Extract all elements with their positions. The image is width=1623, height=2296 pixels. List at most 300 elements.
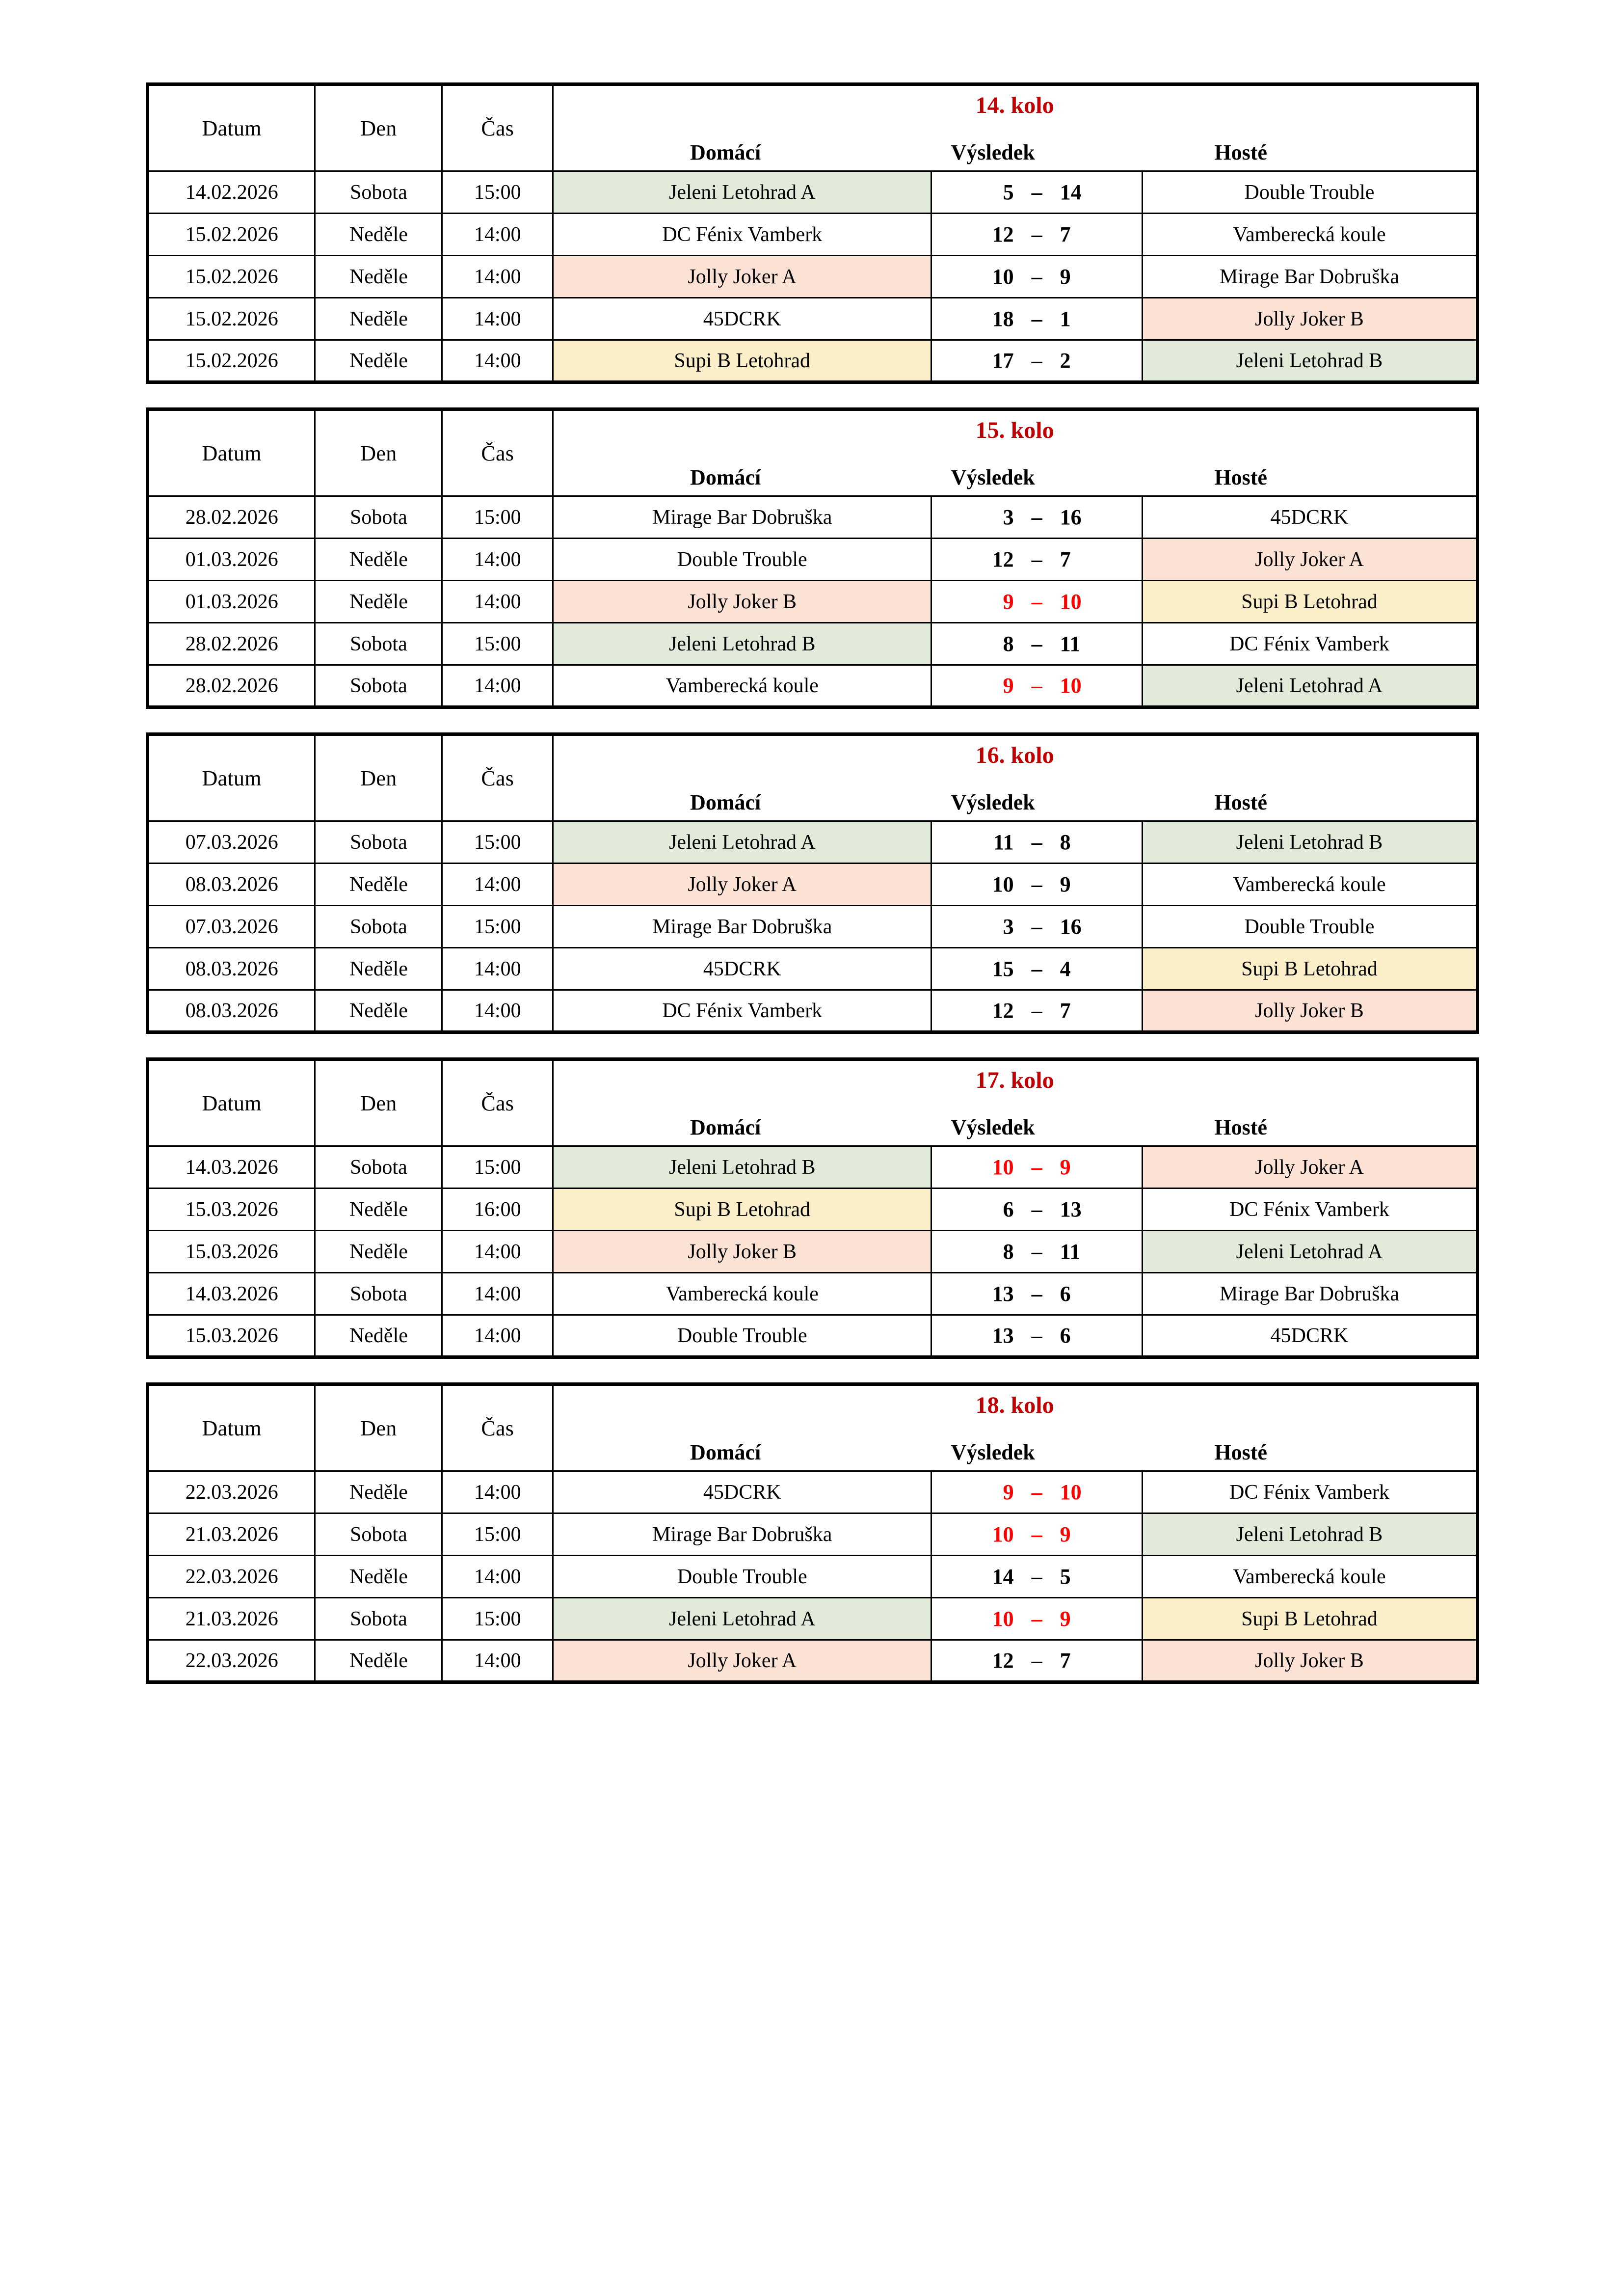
table-row <box>148 1513 1478 1556</box>
column-header-day: Den <box>315 1384 442 1471</box>
score-away: 6 <box>1060 1323 1071 1348</box>
match-time: 15:00 <box>442 171 553 214</box>
match-date: 22.03.2026 <box>148 1556 315 1598</box>
away-team: Jolly Joker A <box>1142 539 1477 581</box>
match-date: 07.03.2026 <box>148 821 315 864</box>
column-header-day: Den <box>315 734 442 821</box>
table-header-row <box>148 1059 1478 1146</box>
match-day: Neděle <box>315 581 442 623</box>
score-home: 10 <box>992 264 1014 289</box>
away-team: Jolly Joker B <box>1142 298 1477 340</box>
match-day: Sobota <box>315 1598 442 1640</box>
match-score <box>931 340 1143 382</box>
round-header-block <box>553 1384 1478 1471</box>
score-separator: – <box>1031 1648 1042 1673</box>
match-date: 21.03.2026 <box>148 1598 315 1640</box>
match-score <box>931 171 1143 214</box>
home-team: Vamberecká koule <box>553 665 931 707</box>
score-home: 13 <box>992 1323 1014 1348</box>
match-score <box>931 990 1143 1032</box>
table-header-row <box>148 84 1478 171</box>
match-day: Neděle <box>315 298 442 340</box>
away-team: Mirage Bar Dobruška <box>1142 256 1477 298</box>
match-time: 14:00 <box>442 581 553 623</box>
match-day: Neděle <box>315 1189 442 1231</box>
match-date: 28.02.2026 <box>148 665 315 707</box>
home-team: Jeleni Letohrad B <box>553 623 931 665</box>
away-team: Jolly Joker B <box>1142 1640 1477 1682</box>
away-team: Jeleni Letohrad B <box>1142 340 1477 382</box>
round-table <box>146 1057 1479 1359</box>
round-table <box>146 82 1479 384</box>
away-team: Supi B Letohrad <box>1142 1598 1477 1640</box>
score-separator: – <box>1031 998 1042 1023</box>
home-team: Vamberecká koule <box>553 1273 931 1315</box>
home-team: Mirage Bar Dobruška <box>553 496 931 539</box>
score-away: 11 <box>1060 1239 1081 1264</box>
score-home: 6 <box>1003 1197 1014 1221</box>
table-row <box>148 256 1478 298</box>
match-score <box>931 821 1143 864</box>
match-score <box>931 1471 1143 1513</box>
match-score <box>931 1640 1143 1682</box>
away-team: Double Trouble <box>1142 171 1477 214</box>
match-score <box>931 906 1143 948</box>
table-row <box>148 990 1478 1032</box>
home-team: Double Trouble <box>553 539 931 581</box>
score-away: 4 <box>1060 956 1071 981</box>
table-row <box>148 496 1478 539</box>
match-time: 14:00 <box>442 340 553 382</box>
table-row <box>148 1471 1478 1513</box>
home-team: DC Fénix Vamberk <box>553 214 931 256</box>
match-day: Neděle <box>315 1231 442 1273</box>
round-header-block <box>553 409 1478 496</box>
match-date: 15.03.2026 <box>148 1315 315 1357</box>
home-team: DC Fénix Vamberk <box>553 990 931 1032</box>
match-score <box>931 256 1143 298</box>
away-team: Vamberecká koule <box>1142 1556 1477 1598</box>
score-away: 9 <box>1060 872 1071 896</box>
match-score <box>931 1315 1143 1357</box>
match-date: 08.03.2026 <box>148 864 315 906</box>
score-away: 16 <box>1060 914 1082 939</box>
match-time: 14:00 <box>442 864 553 906</box>
score-away: 11 <box>1060 631 1081 656</box>
away-team: Mirage Bar Dobruška <box>1142 1273 1477 1315</box>
table-row <box>148 948 1478 990</box>
match-day: Sobota <box>315 1146 442 1189</box>
home-team: Jeleni Letohrad B <box>553 1146 931 1189</box>
score-separator: – <box>1031 306 1042 331</box>
score-home: 8 <box>1003 1239 1014 1264</box>
score-away: 13 <box>1060 1197 1082 1221</box>
away-team: 45DCRK <box>1142 1315 1477 1357</box>
home-team: Mirage Bar Dobruška <box>553 1513 931 1556</box>
match-time: 14:00 <box>442 256 553 298</box>
score-home: 9 <box>1003 673 1014 698</box>
score-away: 8 <box>1060 830 1071 854</box>
match-day: Neděle <box>315 864 442 906</box>
match-time: 14:00 <box>442 298 553 340</box>
match-time: 14:00 <box>442 948 553 990</box>
rounds-container <box>146 82 1479 1684</box>
match-score <box>931 864 1143 906</box>
match-time: 14:00 <box>442 1231 553 1273</box>
table-row <box>148 1598 1478 1640</box>
away-team: DC Fénix Vamberk <box>1142 1471 1477 1513</box>
match-date: 14.03.2026 <box>148 1146 315 1189</box>
column-header-home: Domácí <box>690 790 761 814</box>
match-date: 01.03.2026 <box>148 581 315 623</box>
table-row <box>148 1231 1478 1273</box>
round-table <box>146 407 1479 709</box>
match-time: 15:00 <box>442 906 553 948</box>
table-header-row <box>148 1384 1478 1471</box>
match-day: Neděle <box>315 539 442 581</box>
home-team: Jolly Joker A <box>553 864 931 906</box>
column-header-day: Den <box>315 409 442 496</box>
score-away: 6 <box>1060 1281 1071 1306</box>
table-row <box>148 1189 1478 1231</box>
score-away: 14 <box>1060 180 1082 204</box>
column-header-date: Datum <box>148 1384 315 1471</box>
score-separator: – <box>1031 914 1042 939</box>
match-date: 28.02.2026 <box>148 623 315 665</box>
column-header-date: Datum <box>148 409 315 496</box>
score-away: 10 <box>1060 1480 1082 1504</box>
match-time: 15:00 <box>442 623 553 665</box>
table-row <box>148 623 1478 665</box>
match-time: 14:00 <box>442 1640 553 1682</box>
score-away: 7 <box>1060 1648 1071 1673</box>
home-team: Supi B Letohrad <box>553 340 931 382</box>
home-team: Double Trouble <box>553 1315 931 1357</box>
column-header-score: Výsledek <box>951 1115 1035 1139</box>
away-team: Double Trouble <box>1142 906 1477 948</box>
column-header-date: Datum <box>148 84 315 171</box>
match-date: 15.02.2026 <box>148 256 315 298</box>
score-away: 9 <box>1060 1522 1071 1546</box>
table-row <box>148 581 1478 623</box>
match-date: 22.03.2026 <box>148 1471 315 1513</box>
score-home: 18 <box>992 306 1014 331</box>
match-time: 15:00 <box>442 1598 553 1640</box>
table-header-row <box>148 734 1478 821</box>
match-score <box>931 1189 1143 1231</box>
match-day: Neděle <box>315 948 442 990</box>
column-header-day: Den <box>315 84 442 171</box>
away-team: Jeleni Letohrad A <box>1142 665 1477 707</box>
match-day: Sobota <box>315 171 442 214</box>
match-score <box>931 1598 1143 1640</box>
column-header-home: Domácí <box>690 140 761 164</box>
match-day: Sobota <box>315 1513 442 1556</box>
score-separator: – <box>1031 1522 1042 1546</box>
score-separator: – <box>1031 1239 1042 1264</box>
match-day: Neděle <box>315 1471 442 1513</box>
home-team: Supi B Letohrad <box>553 1189 931 1231</box>
score-home: 11 <box>993 830 1014 854</box>
score-home: 13 <box>992 1281 1014 1306</box>
score-home: 10 <box>992 1155 1014 1179</box>
table-row <box>148 340 1478 382</box>
score-separator: – <box>1031 1281 1042 1306</box>
match-day: Sobota <box>315 496 442 539</box>
round-table <box>146 1382 1479 1684</box>
away-team: Jeleni Letohrad B <box>1142 1513 1477 1556</box>
score-home: 3 <box>1003 505 1014 529</box>
score-away: 9 <box>1060 264 1071 289</box>
round-header-block <box>553 1059 1478 1146</box>
match-day: Neděle <box>315 214 442 256</box>
column-header-time: Čas <box>442 1059 553 1146</box>
match-score <box>931 496 1143 539</box>
score-away: 7 <box>1060 547 1071 571</box>
match-day: Neděle <box>315 1640 442 1682</box>
column-header-date: Datum <box>148 734 315 821</box>
away-team: Supi B Letohrad <box>1142 581 1477 623</box>
score-away: 16 <box>1060 505 1082 529</box>
score-separator: – <box>1031 1564 1042 1589</box>
column-header-score: Výsledek <box>951 790 1035 814</box>
match-date: 22.03.2026 <box>148 1640 315 1682</box>
match-score <box>931 665 1143 707</box>
score-separator: – <box>1031 222 1042 246</box>
match-day: Sobota <box>315 665 442 707</box>
match-date: 15.03.2026 <box>148 1231 315 1273</box>
score-separator: – <box>1031 348 1042 373</box>
match-day: Sobota <box>315 623 442 665</box>
table-header-row <box>148 409 1478 496</box>
column-header-time: Čas <box>442 84 553 171</box>
score-away: 1 <box>1060 306 1071 331</box>
score-separator: – <box>1031 180 1042 204</box>
score-separator: – <box>1031 956 1042 981</box>
home-team: Jeleni Letohrad A <box>553 171 931 214</box>
score-home: 14 <box>992 1564 1014 1589</box>
match-time: 14:00 <box>442 539 553 581</box>
match-date: 08.03.2026 <box>148 990 315 1032</box>
match-day: Neděle <box>315 340 442 382</box>
score-separator: – <box>1031 872 1042 896</box>
score-separator: – <box>1031 1197 1042 1221</box>
home-team: 45DCRK <box>553 298 931 340</box>
score-separator: – <box>1031 673 1042 698</box>
score-home: 15 <box>992 956 1014 981</box>
score-separator: – <box>1031 505 1042 529</box>
match-date: 01.03.2026 <box>148 539 315 581</box>
match-date: 07.03.2026 <box>148 906 315 948</box>
match-score <box>931 1556 1143 1598</box>
score-separator: – <box>1031 264 1042 289</box>
score-home: 12 <box>992 222 1014 246</box>
column-header-time: Čas <box>442 409 553 496</box>
score-away: 9 <box>1060 1606 1071 1631</box>
round-title: 15. kolo <box>975 417 1054 443</box>
score-home: 12 <box>992 1648 1014 1673</box>
score-away: 10 <box>1060 589 1082 614</box>
score-home: 8 <box>1003 631 1014 656</box>
round-title: 18. kolo <box>975 1392 1054 1418</box>
match-score <box>931 298 1143 340</box>
score-home: 5 <box>1003 180 1014 204</box>
match-time: 15:00 <box>442 496 553 539</box>
score-away: 2 <box>1060 348 1071 373</box>
match-time: 15:00 <box>442 821 553 864</box>
round-header-block <box>553 734 1478 821</box>
table-row <box>148 1640 1478 1682</box>
score-separator: – <box>1031 1606 1042 1631</box>
match-date: 15.03.2026 <box>148 1189 315 1231</box>
score-home: 10 <box>992 1606 1014 1631</box>
match-time: 14:00 <box>442 1471 553 1513</box>
column-header-date: Datum <box>148 1059 315 1146</box>
match-date: 14.03.2026 <box>148 1273 315 1315</box>
home-team: Jolly Joker A <box>553 256 931 298</box>
match-score <box>931 214 1143 256</box>
table-row <box>148 665 1478 707</box>
away-team: DC Fénix Vamberk <box>1142 1189 1477 1231</box>
score-home: 3 <box>1003 914 1014 939</box>
home-team: Jolly Joker B <box>553 1231 931 1273</box>
column-header-day: Den <box>315 1059 442 1146</box>
away-team: Jeleni Letohrad B <box>1142 821 1477 864</box>
home-team: Double Trouble <box>553 1556 931 1598</box>
match-day: Sobota <box>315 906 442 948</box>
table-row <box>148 1146 1478 1189</box>
column-header-time: Čas <box>442 734 553 821</box>
score-away: 5 <box>1060 1564 1071 1589</box>
home-team: 45DCRK <box>553 1471 931 1513</box>
score-separator: – <box>1031 1155 1042 1179</box>
column-header-home: Domácí <box>690 465 761 489</box>
table-row <box>148 1315 1478 1357</box>
away-team: Supi B Letohrad <box>1142 948 1477 990</box>
score-home: 12 <box>992 998 1014 1023</box>
score-separator: – <box>1031 1323 1042 1348</box>
table-row <box>148 906 1478 948</box>
score-separator: – <box>1031 830 1042 854</box>
round-title: 14. kolo <box>975 92 1054 118</box>
match-score <box>931 1146 1143 1189</box>
round-title: 17. kolo <box>975 1067 1054 1093</box>
away-team: Jolly Joker B <box>1142 990 1477 1032</box>
home-team: Jolly Joker B <box>553 581 931 623</box>
match-day: Sobota <box>315 1273 442 1315</box>
match-time: 14:00 <box>442 1273 553 1315</box>
column-header-home: Domácí <box>690 1115 761 1139</box>
match-time: 15:00 <box>442 1513 553 1556</box>
score-separator: – <box>1031 589 1042 614</box>
home-team: 45DCRK <box>553 948 931 990</box>
home-team: Jeleni Letohrad A <box>553 1598 931 1640</box>
match-day: Neděle <box>315 1556 442 1598</box>
match-score <box>931 539 1143 581</box>
away-team: Jeleni Letohrad A <box>1142 1231 1477 1273</box>
match-time: 15:00 <box>442 1146 553 1189</box>
table-row <box>148 539 1478 581</box>
round-table <box>146 732 1479 1034</box>
column-header-away: Hosté <box>1214 140 1267 164</box>
match-day: Sobota <box>315 821 442 864</box>
round-title: 16. kolo <box>975 742 1054 768</box>
match-day: Neděle <box>315 256 442 298</box>
match-date: 14.02.2026 <box>148 171 315 214</box>
match-day: Neděle <box>315 1315 442 1357</box>
match-day: Neděle <box>315 990 442 1032</box>
column-header-score: Výsledek <box>951 140 1035 164</box>
table-row <box>148 298 1478 340</box>
match-score <box>931 1513 1143 1556</box>
match-time: 14:00 <box>442 214 553 256</box>
home-team: Mirage Bar Dobruška <box>553 906 931 948</box>
score-home: 9 <box>1003 589 1014 614</box>
match-date: 15.02.2026 <box>148 298 315 340</box>
score-home: 10 <box>992 872 1014 896</box>
home-team: Jolly Joker A <box>553 1640 931 1682</box>
match-time: 14:00 <box>442 990 553 1032</box>
table-row <box>148 214 1478 256</box>
match-time: 14:00 <box>442 1556 553 1598</box>
column-header-away: Hosté <box>1214 465 1267 489</box>
score-home: 9 <box>1003 1480 1014 1504</box>
match-date: 21.03.2026 <box>148 1513 315 1556</box>
column-header-score: Výsledek <box>951 1440 1035 1464</box>
table-row <box>148 864 1478 906</box>
away-team: 45DCRK <box>1142 496 1477 539</box>
match-score <box>931 623 1143 665</box>
away-team: DC Fénix Vamberk <box>1142 623 1477 665</box>
score-separator: – <box>1031 631 1042 656</box>
table-row <box>148 171 1478 214</box>
away-team: Jolly Joker A <box>1142 1146 1477 1189</box>
match-date: 15.02.2026 <box>148 340 315 382</box>
match-date: 08.03.2026 <box>148 948 315 990</box>
score-away: 10 <box>1060 673 1082 698</box>
score-away: 9 <box>1060 1155 1071 1179</box>
match-time: 14:00 <box>442 1315 553 1357</box>
away-team: Vamberecká koule <box>1142 214 1477 256</box>
column-header-home: Domácí <box>690 1440 761 1464</box>
score-home: 12 <box>992 547 1014 571</box>
score-separator: – <box>1031 547 1042 571</box>
match-score <box>931 1231 1143 1273</box>
away-team: Vamberecká koule <box>1142 864 1477 906</box>
home-team: Jeleni Letohrad A <box>553 821 931 864</box>
match-score <box>931 948 1143 990</box>
column-header-away: Hosté <box>1214 1440 1267 1464</box>
score-home: 10 <box>992 1522 1014 1546</box>
round-header-block <box>553 84 1478 171</box>
column-header-away: Hosté <box>1214 790 1267 814</box>
column-header-away: Hosté <box>1214 1115 1267 1139</box>
score-away: 7 <box>1060 998 1071 1023</box>
match-date: 28.02.2026 <box>148 496 315 539</box>
match-time: 14:00 <box>442 665 553 707</box>
match-score <box>931 1273 1143 1315</box>
score-home: 17 <box>992 348 1014 373</box>
score-separator: – <box>1031 1480 1042 1504</box>
match-score <box>931 581 1143 623</box>
column-header-score: Výsledek <box>951 465 1035 489</box>
score-away: 7 <box>1060 222 1071 246</box>
match-date: 15.02.2026 <box>148 214 315 256</box>
table-row <box>148 1273 1478 1315</box>
table-row <box>148 821 1478 864</box>
match-time: 16:00 <box>442 1189 553 1231</box>
table-row <box>148 1556 1478 1598</box>
